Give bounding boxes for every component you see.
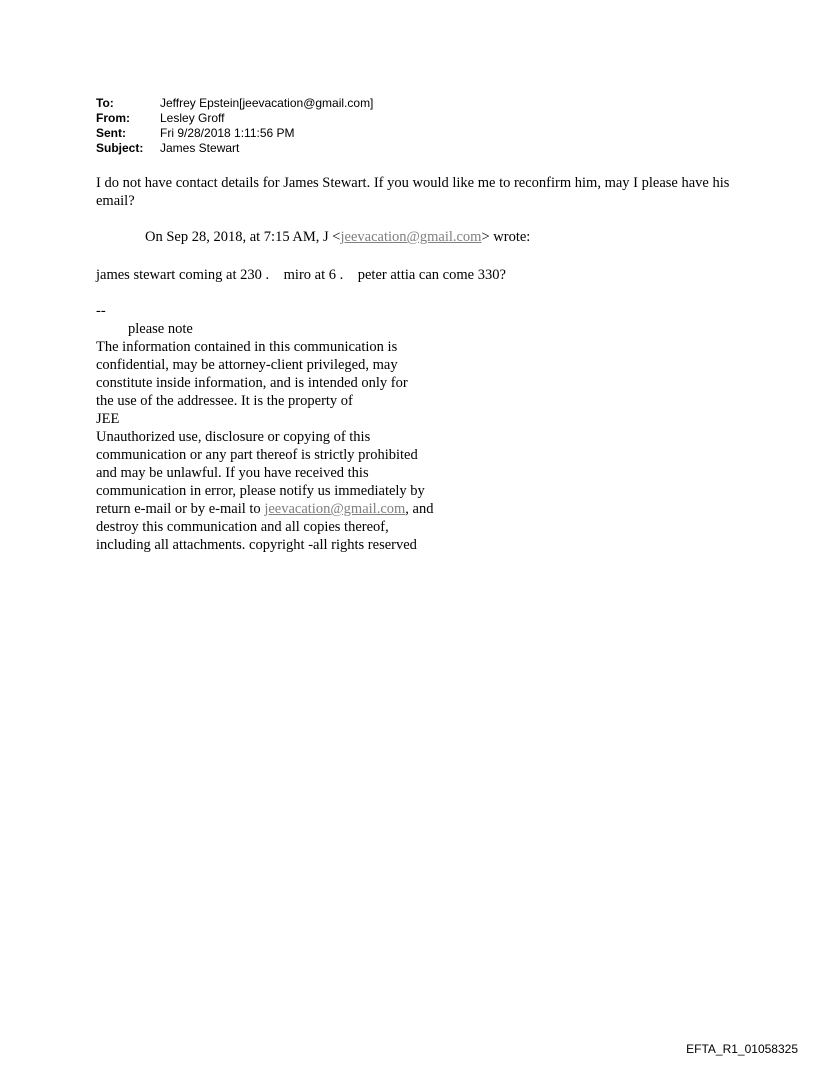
disclaimer-line: Unauthorized use, disclosure or copying of this bbox=[96, 429, 371, 445]
disclaimer-line: communication or any part thereof is strictly prohibited bbox=[96, 447, 418, 463]
document-id: EFTA_R1_01058325 bbox=[686, 1042, 798, 1056]
disclaimer-email-suffix: , and bbox=[405, 501, 434, 517]
sent-row bbox=[96, 126, 373, 141]
to-row bbox=[96, 96, 373, 111]
disclaimer-line: including all attachments. copyright -all rights reserved bbox=[96, 537, 417, 553]
subject-label: Subject: bbox=[96, 141, 144, 155]
quoted-reply: james stewart coming at 230 . miro at 6 . peter attia can come 330? bbox=[96, 267, 506, 283]
email-header bbox=[96, 96, 373, 156]
disclaimer-line: constitute inside information, and is intended only for bbox=[96, 375, 408, 391]
disclaimer-line: confidential, may be attorney-client privileged, may bbox=[96, 357, 398, 373]
to-value: Jeffrey Epstein[jeevacation@gmail.com] bbox=[160, 96, 374, 110]
disclaimer-line: The information contained in this communication is bbox=[96, 339, 398, 355]
signature-separator: -- bbox=[96, 303, 106, 319]
disclaimer-block bbox=[96, 338, 476, 554]
disclaimer-line: and may be unlawful. If you have received this bbox=[96, 465, 369, 481]
disclaimer-email-line bbox=[96, 500, 476, 518]
subject-value: James Stewart bbox=[160, 141, 240, 155]
disclaimer-line: communication in error, please notify us immediately by bbox=[96, 483, 425, 499]
subject-row bbox=[96, 141, 373, 156]
disclaimer-line: JEE bbox=[96, 411, 120, 427]
disclaimer-line: destroy this communication and all copies thereof, bbox=[96, 519, 389, 535]
disclaimer-email-link[interactable]: jeevacation@gmail.com bbox=[264, 501, 406, 517]
quote-attribution bbox=[145, 228, 530, 246]
from-value: Lesley Groff bbox=[160, 111, 225, 125]
disclaimer-email-prefix: return e-mail or by e-mail to bbox=[96, 501, 265, 517]
to-label: To: bbox=[96, 96, 114, 110]
quote-suffix: > wrote: bbox=[481, 229, 531, 245]
from-row bbox=[96, 111, 373, 126]
message-paragraph: I do not have contact details for James Stewart. If you would like me to reconfirm him, may I please have his email? bbox=[96, 175, 730, 209]
quote-prefix: On Sep 28, 2018, at 7:15 AM, J < bbox=[145, 229, 341, 245]
from-label: From: bbox=[96, 111, 130, 125]
please-note: please note bbox=[128, 321, 193, 337]
disclaimer-line: the use of the addressee. It is the property of bbox=[96, 393, 353, 409]
quote-email-link[interactable]: jeevacation@gmail.com bbox=[340, 229, 482, 245]
sent-label: Sent: bbox=[96, 126, 126, 140]
sent-value: Fri 9/28/2018 1:11:56 PM bbox=[160, 126, 295, 140]
